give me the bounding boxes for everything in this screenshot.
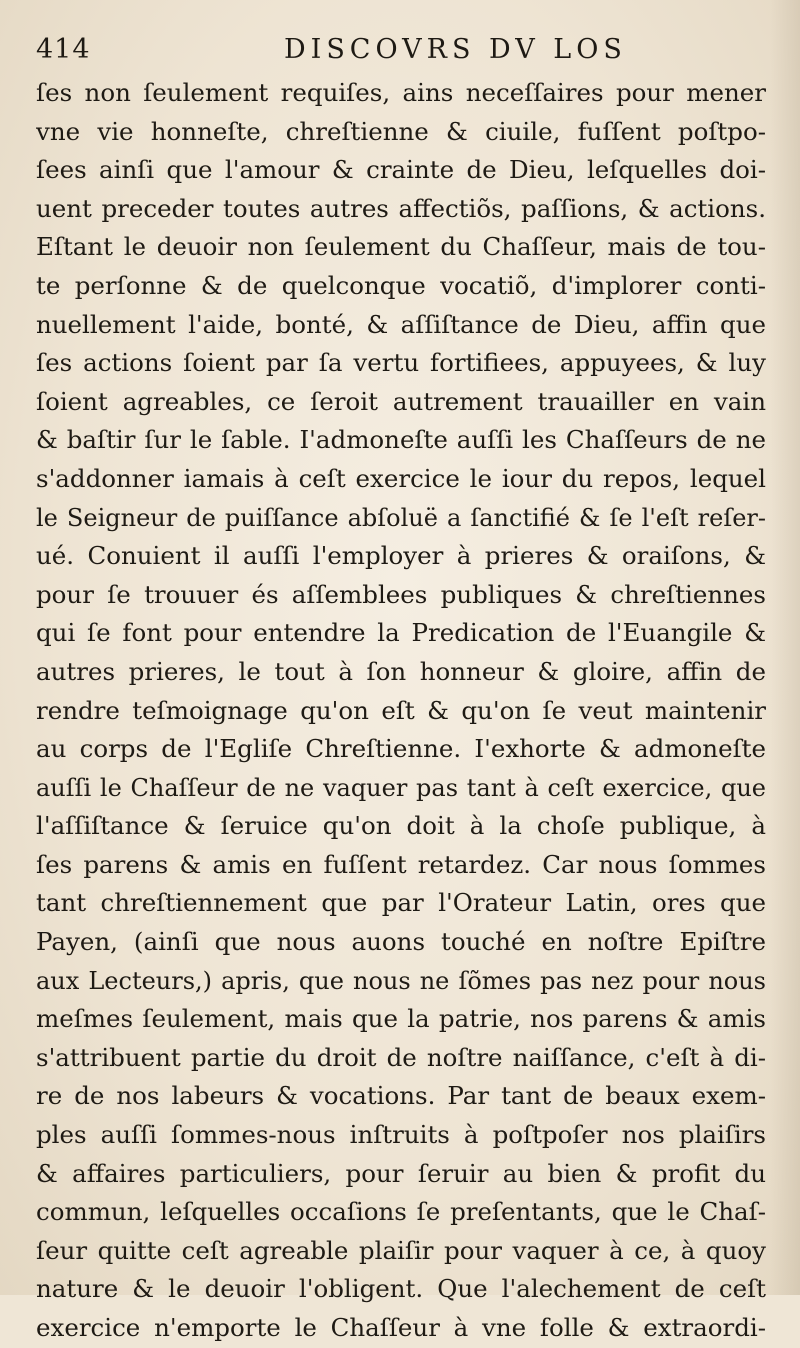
- text-line: commun, leſquelles occaſions ſe preſentants, que le Chaſ-: [36, 1197, 766, 1227]
- text-line: vne vie honneſte, chreſtienne & ciuile, fuſſent poſtpo-: [36, 116, 766, 146]
- text-line: au corps de l'Egliſe Chreſtienne. I'exhorte & admoneſte: [36, 734, 766, 764]
- text-line: nature & le deuoir l'obligent. Que l'alechement de ceſt: [36, 1274, 766, 1304]
- text-line: ſes non ſeulement requiſes, ains neceſſaires pour mener: [36, 78, 766, 107]
- text-line: uent preceder toutes autres affectiõs, paſſions, & actions.: [36, 193, 766, 223]
- text-line: auſſi le Chaſſeur de ne vaquer pas tant à ceſt exercice, que: [36, 773, 766, 802]
- text-line: rendre teſmoignage qu'on eſt & qu'on ſe veut maintenir: [36, 695, 766, 725]
- page-number: 414: [36, 34, 91, 65]
- text-line: ſeur quitte ceſt agreable plaiſir pour vaquer à ce, à quoy: [36, 1235, 766, 1265]
- text-line: exercice n'emporte le Chaſſeur à vne folle & extraordi-: [36, 1313, 766, 1342]
- text-line: s'attribuent partie du droit de noſtre naiſſance, c'eſt à di-: [36, 1042, 766, 1072]
- page-header: [36, 30, 776, 70]
- text-line: te perſonne & de quelconque vocatiõ, d'implorer conti-: [36, 270, 766, 300]
- text-line: ué. Conuient il auſſi l'employer à prieres & oraiſons, &: [36, 541, 766, 571]
- body-text: [36, 74, 766, 1348]
- text-line: meſmes ſeulement, mais que la patrie, nos parens & amis: [36, 1004, 766, 1034]
- running-head: DISCOVRS DV LOS: [284, 34, 627, 65]
- text-line: le Seigneur de puiſſance abſoluë a ſanctifié & ſe l'eſt reſer-: [36, 503, 766, 532]
- text-line: qui ſe font pour entendre la Predication de l'Euangile &: [36, 618, 766, 648]
- text-line: Payen, (ainſi que nous auons touché en noſtre Epiſtre: [36, 927, 766, 957]
- text-line: nuellement l'aide, bonté, & aſſiſtance de Dieu, affin que: [36, 309, 766, 339]
- text-line: ples auſſi ſommes-nous inſtruits à poſtpoſer nos plaiſirs: [36, 1120, 766, 1150]
- text-line: & affaires particuliers, pour ſeruir au bien & profit du: [36, 1158, 766, 1188]
- text-line: ſees ainſi que l'amour & crainte de Dieu, leſquelles doi-: [36, 155, 766, 185]
- text-line: re de nos labeurs & vocations. Par tant de beaux exem-: [36, 1081, 766, 1111]
- text-line: l'aſſiſtance & ſeruice qu'on doit à la choſe publique, à: [36, 811, 766, 841]
- text-line: autres prieres, le tout à ſon honneur & gloire, affin de: [36, 656, 766, 686]
- text-line: ſes parens & amis en fuſſent retardez. Car nous ſommes: [36, 849, 766, 879]
- text-line: Eſtant le deuoir non ſeulement du Chaſſeur, mais de tou-: [36, 232, 766, 262]
- text-line: s'addonner iamais à ceſt exercice le iour du repos, lequel: [36, 463, 766, 493]
- text-line: ſoient agreables, ce ſeroit autrement trauailler en vain: [36, 386, 766, 416]
- text-line: tant chreſtiennement que par l'Orateur Latin, ores que: [36, 888, 766, 918]
- text-line: & baſtir ſur le ſable. I'admoneſte auſſi les Chaſſeurs de ne: [36, 425, 766, 455]
- text-line: ſes actions ſoient par ſa vertu fortifiees, appuyees, & luy: [36, 348, 766, 378]
- text-line: aux Lecteurs,) apris, que nous ne ſõmes pas nez pour nous: [36, 966, 766, 995]
- text-line: pour ſe trouuer és aſſemblees publiques & chreſtiennes: [36, 579, 766, 609]
